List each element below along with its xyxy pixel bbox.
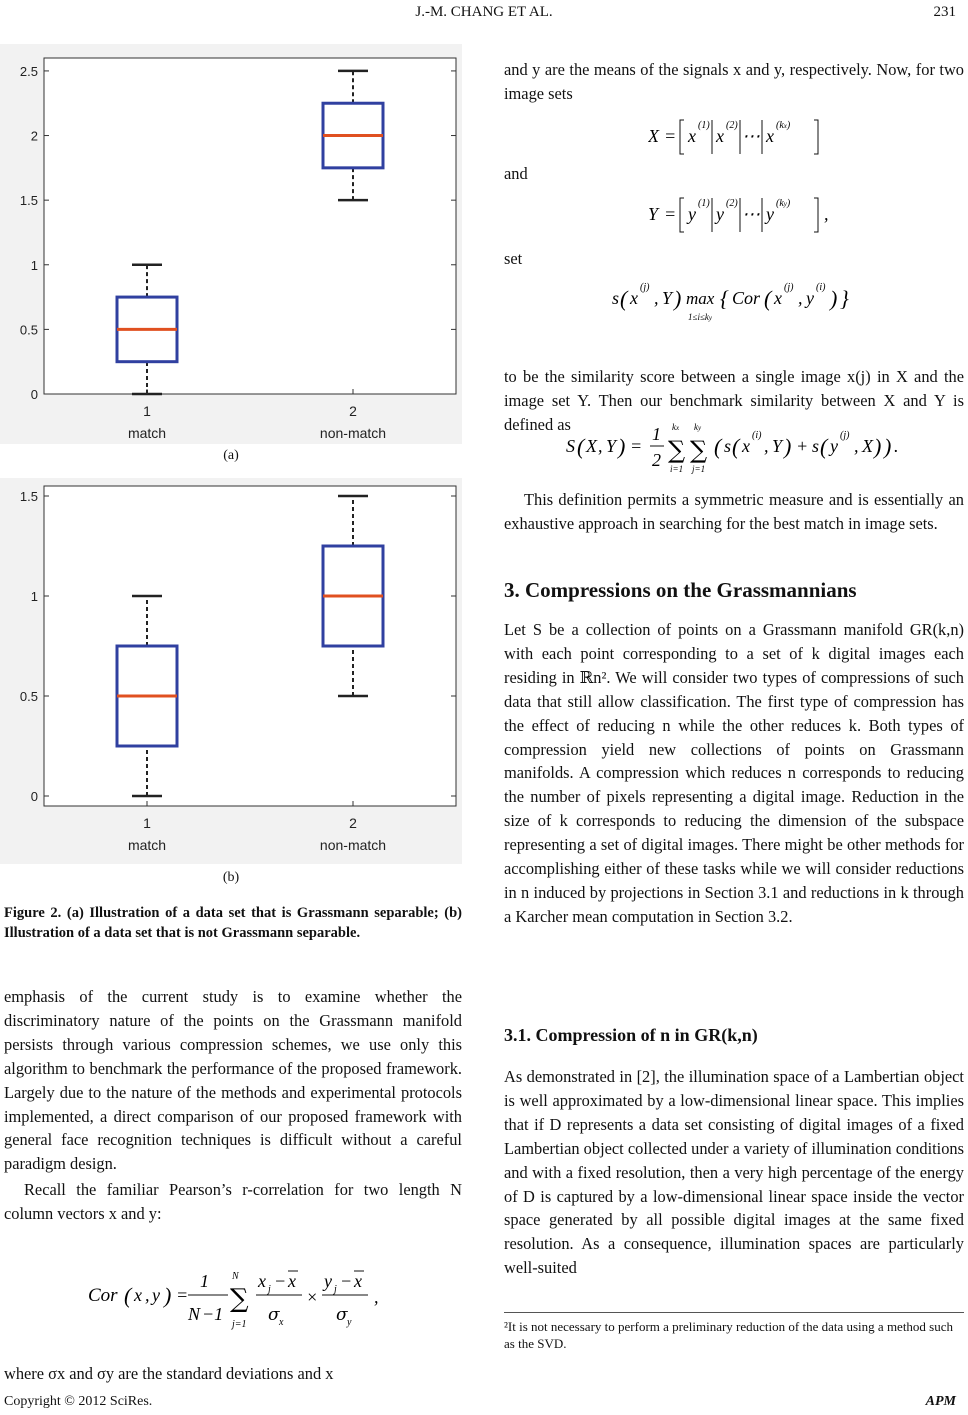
svg-text:(2): (2) [726,198,738,209]
svg-text:Cor: Cor [88,1285,118,1306]
set-X-formula [648,114,828,158]
svg-text:x: x [279,1317,284,1328]
x-category-label: match [127,425,167,441]
svg-text:N: N [232,1271,239,1282]
svg-text:y: y [806,288,814,308]
pearson-formula [88,1265,388,1337]
svg-text:(: ( [732,434,740,459]
svg-text:y: y [688,204,696,224]
equation-Y [648,192,848,241]
svg-text:s: s [812,436,820,456]
svg-text:σ: σ [268,1305,280,1325]
svg-text:(: ( [620,286,628,311]
footnote-rule [504,1312,964,1313]
svg-text:(1): (1) [698,198,710,209]
svg-text:): ) [618,434,626,459]
svg-text:): ) [784,434,792,459]
x-category-label: non-match [319,425,387,441]
svg-text:,: , [374,1287,379,1307]
svg-text:y: y [347,1317,352,1328]
svg-text:(i): (i) [816,282,826,293]
svg-text:Cor: Cor [732,288,761,308]
running-header: J.-M. CHANG ET AL. [415,4,553,20]
svg-text:(: ( [124,1283,132,1308]
svg-text:s: s [612,288,620,308]
svg-text:X: X [862,436,873,456]
svg-text:(j): (j) [784,282,794,293]
svg-text:i=1: i=1 [670,464,684,474]
figure-panel-b [0,478,462,864]
svg-text:(: ( [820,434,828,459]
y-tick-label: 0.5 [19,689,38,704]
boxplot-b [0,478,462,864]
svg-text:kx: kx [672,422,680,432]
figure-panel-a [0,44,462,444]
paragraph-pearson: Recall the familiar Pearson’s r-correlation for two length N column vectors x and y: [4,1180,462,1224]
paragraph-section-3-1: As demonstrated in [2], the illumination space of a Lambertian object is well approximated by a low-dimensional linear space. This implies that if D represents a data set consisting of digital images of a fixed Lambertian object collected under a variety of illumination conditions and with a fixed resolution, then a very high percentage of the energy of D is captured by a low-dimensional linear space inside the vector space generated by all possible digital images at the same fixed resolution. As a consequence, illumination spaces are particularly well-suited [504,1067,964,1278]
set-label: set [504,249,523,268]
svg-text:}: } [840,286,849,311]
svg-text:(j): (j) [640,282,650,293]
journal-name: APM [925,1394,956,1409]
svg-text:=: = [664,204,677,224]
svg-text:×: × [306,1287,319,1307]
svg-text:X: X [648,126,659,146]
svg-text:∑: ∑ [230,1284,249,1314]
svg-text:(1): (1) [698,120,710,131]
svg-text:−: − [340,1271,353,1291]
equation-X [648,114,828,163]
svg-text:S: S [566,436,575,456]
paragraph-emphasis: emphasis of the current study is to examine whether the discriminatory nature of the points on the Grassmann manifold persists through various compression schemes, we use only this algorithm to benchmark the performance of the proposed framework. Largely due to the nature of the methods and experimental protocols implemented, a direct comparison of our proposed framework with general face recognition techniques is difficult without a careful paradigm design. [4,987,462,1174]
paragraph-definition: This definition permits a symmetric measure and is essentially an exhaustive approach in searching for the best match in image sets. [504,490,964,533]
boxplot-a [0,44,462,444]
y-tick-label: 1 [30,257,38,273]
svg-text:⋯: ⋯ [742,204,760,224]
y-tick-label: 2 [30,128,38,144]
x-tick-label: 1 [143,403,151,419]
svg-text:(: ( [764,286,772,311]
equation-score [612,278,872,333]
benchmark-formula [566,418,916,474]
svg-text:j: j [268,1284,271,1295]
svg-text:Y: Y [648,204,659,224]
svg-text:N: N [188,1304,201,1324]
svg-text:j=1: j=1 [232,1319,247,1330]
svg-text:(: ( [714,434,722,459]
svg-text:y: y [766,204,774,224]
svg-text:(kx): (kx) [776,120,791,131]
svg-text:(: ( [577,434,585,459]
svg-text:y: y [152,1285,160,1305]
svg-text:=: = [664,126,677,146]
svg-text:,: , [764,436,769,456]
svg-text:x: x [354,1271,362,1291]
svg-text:(j): (j) [840,430,850,441]
where-line: where σx and σy are the standard deviations and x [4,1364,334,1383]
svg-text:2: 2 [652,450,661,470]
svg-text:−: − [274,1271,287,1291]
y-tick-label: 1.5 [19,489,38,504]
panel-b-label: (b) [222,870,240,885]
svg-text:Y: Y [772,436,783,456]
svg-text:.: . [894,436,899,456]
svg-text:,: , [854,436,859,456]
svg-text:max: max [686,289,715,308]
svg-text:{: { [720,286,729,311]
svg-text:⋯: ⋯ [742,126,760,146]
svg-text:X: X [586,436,597,456]
y-tick-label: 0 [30,789,38,804]
similarity-score-formula [612,278,872,328]
svg-text:∑: ∑ [690,436,708,464]
svg-text:,: , [654,288,659,308]
x-tick-label: 1 [143,815,151,831]
svg-text:1: 1 [200,1271,209,1291]
svg-text:x: x [716,126,724,146]
equation-benchmark [566,418,916,479]
paragraph-score: to be the similarity score between a single image x(j) in X and the image set Y. Then our benchmark similarity between X and Y is defined as [504,367,964,434]
section-3-heading: 3. Compressions on the Grassmannians [504,578,857,602]
section-3-1-heading: 3.1. Compression of n in GR(k,n) [504,1025,758,1045]
page-number: 231 [933,4,956,20]
y-tick-label: 2.5 [19,63,38,79]
and-label: and [504,164,528,183]
svg-text:): ) [874,434,882,459]
svg-text:1: 1 [652,424,661,444]
svg-text:,: , [824,204,829,224]
svg-text:): ) [164,1283,172,1308]
svg-text:): ) [674,286,682,311]
left-column [4,985,462,1226]
svg-text:x: x [766,126,774,146]
svg-text:,: , [598,436,603,456]
paragraph-section-3: Let S be a collection of points on a Grassmann manifold GR(k,n) with each point corresponding to a set of k digital images each residing in ℝn². We will consider two types of compressions of such data that still allow classification. The first type of compression has the effect of reducing n while the other reduces k. Both types of compression yield new collections of points on Grassmann manifolds. A compression which reduces n corresponds to reducing the number of pixels representing a digital image. Reduction in the size of k corresponds to reducing the dimension of the subspace representing a set of digital images. There might be other methods for accomplishing either of these tasks while we will consider reductions in n induced by projections in Section 3.1 and reductions in k through a Karcher mean computation in Section 3.2. [504,620,964,926]
svg-text:σ: σ [336,1305,348,1325]
svg-text:x: x [134,1285,142,1305]
y-tick-label: 0 [30,387,38,402]
svg-text:(2): (2) [726,120,738,131]
svg-text:x: x [742,436,750,456]
svg-text:,: , [798,288,803,308]
footnote: ²It is not necessary to perform a preliminary reduction of the data using a method such as the SVD. [504,1319,954,1351]
svg-text:s: s [724,436,732,456]
svg-text:): ) [884,434,892,459]
svg-text:): ) [830,286,838,311]
x-category-label: match [127,837,167,853]
equation-pearson [88,1265,388,1342]
svg-text:(ky): (ky) [776,198,791,209]
y-tick-label: 0.5 [19,322,38,338]
x-category-label: non-match [319,837,387,853]
svg-text:y: y [716,204,724,224]
plot-frame [44,58,456,394]
svg-text:Y: Y [606,436,617,456]
svg-text:x: x [288,1271,296,1291]
svg-text:x: x [774,288,782,308]
svg-text:Y: Y [662,288,673,308]
copyright: Copyright © 2012 SciRes. [4,1394,153,1409]
svg-text:(i): (i) [752,430,762,441]
svg-text:+: + [796,436,809,456]
svg-text:=: = [176,1285,189,1305]
svg-text:−1: −1 [202,1304,224,1324]
y-tick-label: 1.5 [19,193,38,209]
svg-text:y: y [324,1271,332,1291]
svg-text:x: x [258,1271,266,1291]
svg-text:∑: ∑ [668,436,686,464]
svg-text:1≤i≤ky: 1≤i≤ky [688,312,713,322]
x-tick-label: 2 [349,403,357,419]
svg-text:ky: ky [694,422,702,432]
y-tick-label: 1 [30,589,38,604]
svg-text:,: , [145,1285,150,1305]
panel-a-label: (a) [223,448,239,463]
svg-text:x: x [630,288,638,308]
svg-text:=: = [630,436,643,456]
x-tick-label: 2 [349,815,357,831]
plot-frame [44,486,456,806]
figure-caption: Figure 2. (a) Illustration of a data set that is Grassmann separable; (b) Illustration of a data set that is not Grassmann separable. [4,905,462,941]
svg-text:j: j [334,1284,337,1295]
svg-text:x: x [688,126,696,146]
paragraph-means: and y are the means of the signals x and y, respectively. Now, for two image sets [504,60,964,103]
svg-text:j=1: j=1 [692,464,706,474]
svg-text:y: y [830,436,838,456]
set-Y-formula [648,192,848,236]
